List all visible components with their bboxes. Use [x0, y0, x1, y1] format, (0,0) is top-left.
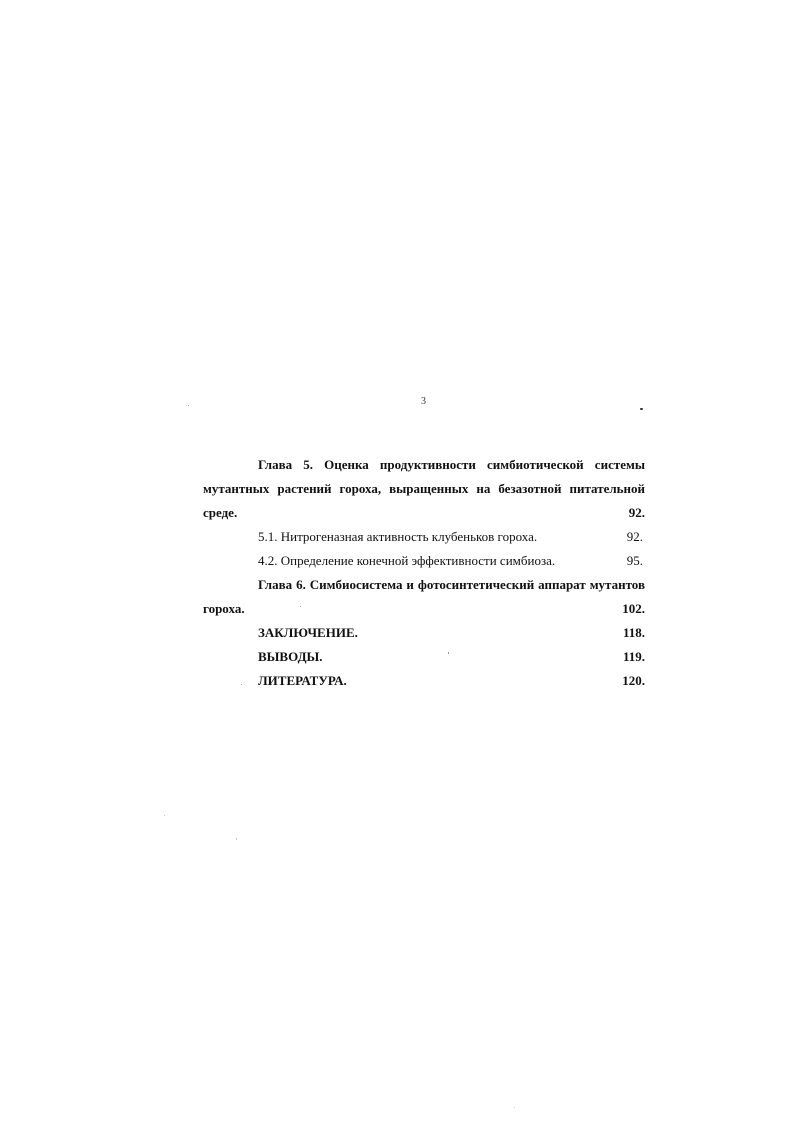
table-of-contents [203, 453, 645, 693]
toc-chapter-6-page: 102. [622, 601, 645, 616]
toc-entry-conclusion [203, 621, 645, 645]
toc-chapter-6-line-2 [203, 597, 645, 621]
toc-entry-literature-title: ЛИТЕРАТУРА. [258, 673, 347, 688]
toc-entry-conclusion-title: ЗАКЛЮЧЕНИЕ. [258, 625, 358, 640]
toc-chapter-5-line-1: Глава 5. Оценка продуктивности симбиотической системы [258, 457, 645, 472]
scan-speck [241, 684, 242, 685]
scan-speck [300, 606, 301, 607]
toc-section-4-2 [203, 549, 645, 573]
toc-chapter-5-tail: среде. [203, 505, 238, 520]
toc-chapter-6-tail: гороха. [203, 601, 245, 616]
toc-section-5-1 [203, 525, 645, 549]
toc-chapter-5-page: 92. [628, 505, 645, 520]
toc-entry-conclusion-page: 118. [622, 625, 645, 640]
scan-speck [514, 1107, 515, 1108]
toc-chapter-6-line-1: Глава 6. Симбиосистема и фотосинтетический аппарат мутантов [258, 577, 645, 592]
toc-entry-findings [203, 645, 645, 669]
scan-speck [236, 838, 237, 840]
scan-speck [188, 405, 189, 406]
toc-section-4-2-page: 95. [626, 553, 643, 568]
toc-section-5-1-page: 92. [626, 529, 643, 544]
scan-speck [448, 652, 449, 654]
toc-entry-literature-page: 120. [622, 673, 645, 688]
toc-section-5-1-title: 5.1. Нитрогеназная активность клубеньков гороха. [258, 529, 538, 544]
toc-entry-findings-title: ВЫВОДЫ. [258, 649, 323, 664]
toc-entry-findings-page: 119. [622, 649, 645, 664]
page-number: 3 [421, 396, 426, 407]
toc-chapter-5-line-3 [203, 501, 645, 525]
toc-section-4-2-title: 4.2. Определение конечной эффективности симбиоза. [258, 553, 556, 568]
scan-speck [164, 815, 165, 816]
scan-speck [640, 408, 643, 410]
toc-entry-literature [203, 669, 645, 693]
toc-chapter-5-line-2: мутантных растений гороха, выращенных на безазотной питательной [203, 481, 645, 496]
